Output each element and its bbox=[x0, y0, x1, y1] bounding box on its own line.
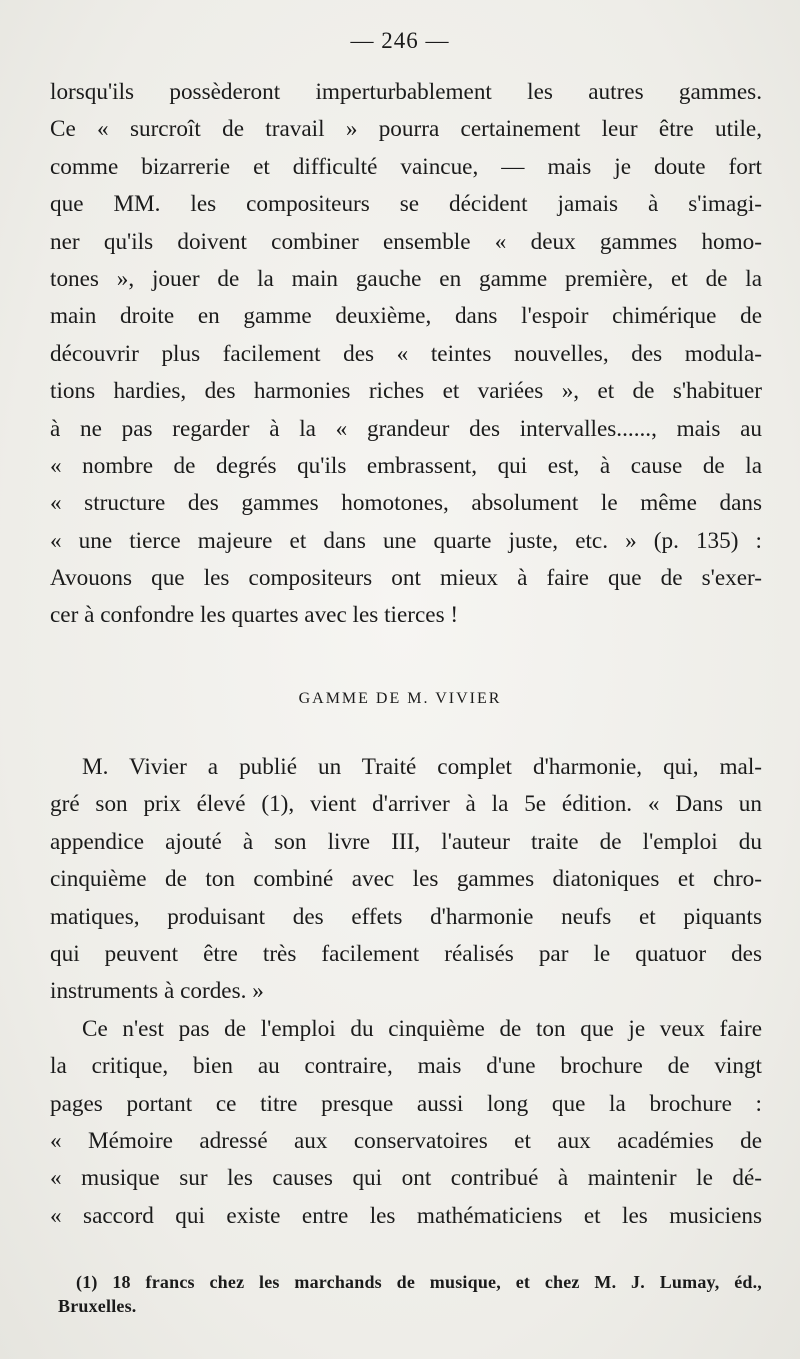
text-line: « nombre de degrés qu'ils embrassent, qui est, à cause de la bbox=[50, 452, 762, 479]
text-line: cinquième de ton combiné avec les gammes diatoniques et chro- bbox=[50, 866, 762, 893]
section-body bbox=[50, 749, 762, 1235]
text-line: Ce « surcroît de travail » pourra certainement leur être utile, bbox=[50, 116, 762, 143]
text-line: tions hardies, des harmonies riches et variées », et de s'habituer bbox=[50, 378, 762, 405]
text-line: comme bizarrerie et difficulté vaincue, — mais je doute fort bbox=[50, 153, 762, 180]
text-line: appendice ajouté à son livre III, l'auteur traite de l'emploi du bbox=[50, 828, 762, 855]
text-line: la critique, bien au contraire, mais d'une brochure de vingt bbox=[50, 1053, 762, 1080]
footnote-line: (1) 18 francs chez les marchands de musique, et chez M. J. Lumay, éd., bbox=[76, 1272, 762, 1292]
footnote bbox=[50, 1270, 762, 1318]
text-line: « saccord qui existe entre les mathématiciens et les musiciens bbox=[50, 1202, 762, 1229]
text-line: Ce n'est pas de l'emploi du cinquième de ton que je veux faire bbox=[82, 1015, 762, 1042]
text-line: que MM. les compositeurs se décident jamais à s'imagi- bbox=[50, 191, 762, 218]
text-line: matiques, produisant des effets d'harmonie neufs et piquants bbox=[50, 903, 762, 930]
section-heading: GAMME DE M. VIVIER bbox=[298, 690, 502, 707]
text-line: main droite en gamme deuxième, dans l'espoir chimérique de bbox=[50, 303, 762, 330]
text-line: tones », jouer de la main gauche en gamme première, et de la bbox=[50, 265, 762, 292]
footnote-line: Bruxelles. bbox=[58, 1296, 137, 1316]
text-line: ner qu'ils doivent combiner ensemble « deux gammes homo- bbox=[50, 228, 762, 255]
text-line: lorsqu'ils possèderont imperturbablement les autres gammes. bbox=[50, 79, 762, 105]
text-line: qui peuvent être très facilement réalisés par le quatuor des bbox=[50, 940, 762, 967]
text-line: M. Vivier a publié un Traité complet d'harmonie, qui, mal- bbox=[82, 754, 762, 780]
text-line: gré son prix élevé (1), vient d'arriver à la 5e édition. « Dans un bbox=[50, 791, 762, 818]
page-number: — 246 — bbox=[350, 28, 450, 53]
text-line: cer à confondre les quartes avec les tierces ! bbox=[50, 602, 459, 629]
text-line: à ne pas regarder à la « grandeur des intervalles......, mais au bbox=[50, 415, 762, 442]
text-line: « une tierce majeure et dans une quarte juste, etc. » (p. 135) : bbox=[50, 527, 762, 554]
paragraph-continuation bbox=[50, 74, 762, 635]
text-line: « musique sur les causes qui ont contribué à maintenir le dé- bbox=[50, 1165, 762, 1192]
text-line: Avouons que les compositeurs ont mieux à faire que de s'exer- bbox=[50, 565, 762, 592]
text-line: instruments à cordes. » bbox=[50, 978, 264, 1005]
text-line: pages portant ce titre presque aussi long que la brochure : bbox=[50, 1090, 762, 1117]
text-line: « structure des gammes homotones, absolument le même dans bbox=[50, 490, 762, 517]
text-line: « Mémoire adressé aux conservatoires et aux académies de bbox=[50, 1127, 762, 1154]
text-line: découvrir plus facilement des « teintes nouvelles, des modula- bbox=[50, 340, 762, 367]
